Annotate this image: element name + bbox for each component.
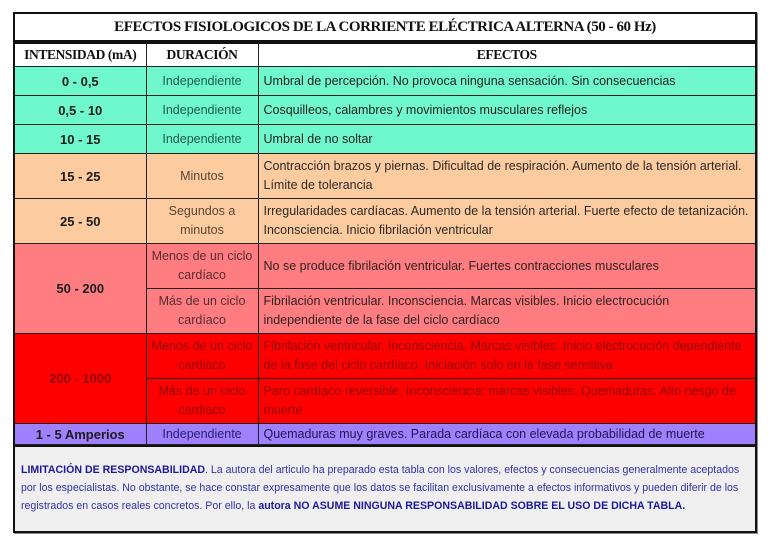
header-effects: EFECTOS bbox=[258, 44, 755, 67]
disclaimer bbox=[15, 445, 755, 531]
table-row bbox=[15, 125, 755, 154]
duration-cell: Independiente bbox=[146, 67, 258, 96]
table-row bbox=[15, 96, 755, 125]
effect-cell: No se produce fibrilación ventricular. Fuertes contracciones musculares bbox=[258, 244, 755, 289]
effect-cell: Paro cardíaco reversible. Inconsciencia: marcas visibles. Quemaduras. Alto riesgo de muerte bbox=[258, 379, 755, 424]
table-row bbox=[15, 154, 755, 199]
table-row bbox=[15, 67, 755, 96]
intensity-cell: 50 - 200 bbox=[15, 244, 146, 334]
duration-cell: Menos de un ciclo cardiaco bbox=[146, 334, 258, 379]
effect-cell: Contracción brazos y piernas. Dificultad de respiración. Aumento de la tensión arterial. Límite de tolerancia bbox=[258, 154, 755, 199]
disclaimer-body: . La autora del articulo ha preparado esta tabla con los valores, efectos y consecuencias generalmente aceptados por los especialistas. No obstante, se hace constar expresamente que los datos se facilitan exclusivamente a efectos informativos y pueden diferir de los registrados en casos reales concretos. Por ello, la bbox=[21, 464, 740, 512]
intensity-cell: 25 - 50 bbox=[15, 199, 146, 244]
effect-cell: Fibrilación ventricular. Inconsciencia. Marcas visibles. Inicio electrocución independiente de la fase del ciclo cardíaco bbox=[258, 289, 755, 334]
intensity-cell: 10 - 15 bbox=[15, 125, 146, 154]
effects-table-frame bbox=[13, 12, 757, 533]
table-row bbox=[15, 424, 755, 445]
duration-cell: Menos de un ciclo cardíaco bbox=[146, 244, 258, 289]
duration-cell: Independiente bbox=[146, 424, 258, 445]
duration-cell: Independiente bbox=[146, 96, 258, 125]
table-title: EFECTOS FISIOLOGICOS DE LA CORRIENTE ELÉCTRICA ALTERNA (50 - 60 Hz) bbox=[15, 14, 755, 44]
table-row bbox=[15, 244, 755, 289]
effect-cell: Fibrilación ventricular. Inconsciencia. Marcas visibles. Inicio electrocución dependiente de la fase del ciclo cardíaco. Iniciación solo en la fase sensitiva bbox=[258, 334, 755, 379]
table-row bbox=[15, 199, 755, 244]
header-intensity: INTENSIDAD (mA) bbox=[15, 44, 146, 67]
effect-cell: Irregularidades cardíacas. Aumento de la tensión arterial. Fuerte efecto de tetanización. Inconsciencia. Inicio fibrilación ventricular bbox=[258, 199, 755, 244]
disclaimer-heading: LIMITACIÓN DE RESPONSABILIDAD bbox=[21, 464, 206, 476]
intensity-cell: 0,5 - 10 bbox=[15, 96, 146, 125]
intensity-cell: 200 - 1000 bbox=[15, 334, 146, 424]
duration-cell: Independiente bbox=[146, 125, 258, 154]
header-row bbox=[15, 44, 755, 67]
duration-cell: Más de un ciclo cardiaco bbox=[146, 379, 258, 424]
table-row bbox=[15, 334, 755, 379]
duration-cell: Segundos a minutos bbox=[146, 199, 258, 244]
intensity-cell: 1 - 5 Amperios bbox=[15, 424, 146, 445]
duration-cell: Más de un ciclo cardíaco bbox=[146, 289, 258, 334]
effect-cell: Quemaduras muy graves. Parada cardíaca con elevada probabilidad de muerte bbox=[258, 424, 755, 445]
effect-cell: Umbral de percepción. No provoca ninguna sensación. Sin consecuencias bbox=[258, 67, 755, 96]
effect-cell: Umbral de no soltar bbox=[258, 125, 755, 154]
duration-cell: Minutos bbox=[146, 154, 258, 199]
disclaimer-emphasis: autora NO ASUME NINGUNA RESPONSABILIDAD SOBRE EL USO DE DICHA TABLA. bbox=[258, 500, 686, 512]
intensity-cell: 0 - 0,5 bbox=[15, 67, 146, 96]
effects-table bbox=[15, 44, 755, 445]
effect-cell: Cosquilleos, calambres y movimientos musculares reflejos bbox=[258, 96, 755, 125]
header-duration: DURACIÓN bbox=[146, 44, 258, 67]
intensity-cell: 15 - 25 bbox=[15, 154, 146, 199]
